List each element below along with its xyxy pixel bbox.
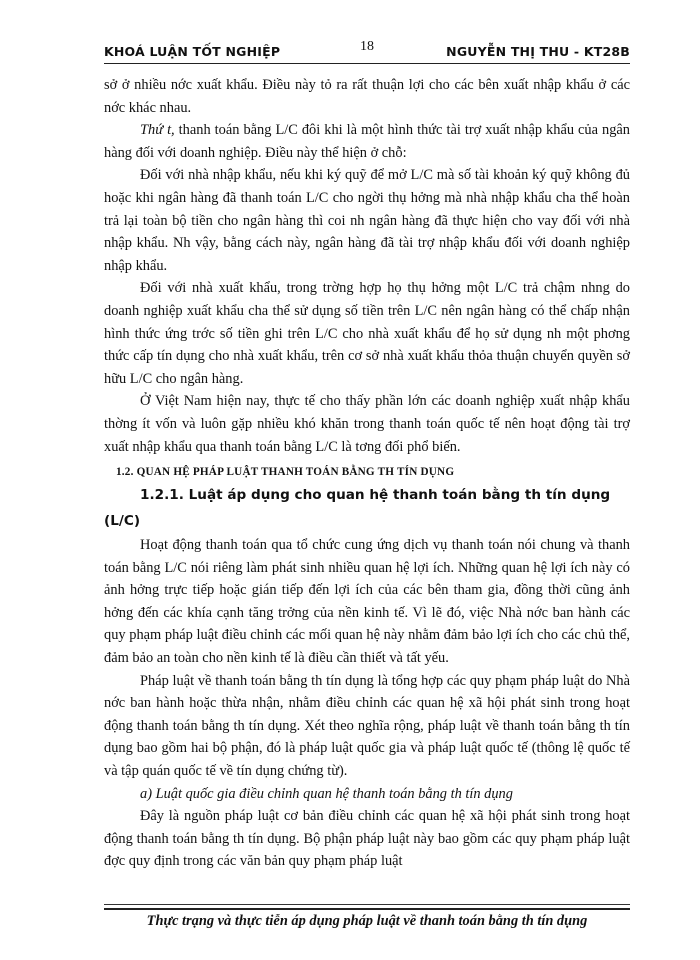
paragraph-5: Ở Việt Nam hiện nay, thực tế cho thấy phần lớn các doanh nghiệp xuất nhập khẩu thờng ít vốn và luôn gặp nhiều khó khăn trong thanh toán quốc tế nên hoạt động tài trợ xuất nhập khẩu qua thanh toán bằng L/C là tơng đối phổ biến. xyxy=(104,393,630,455)
page-number: 18 xyxy=(360,39,374,54)
paragraph-7: Pháp luật về thanh toán bằng th tín dụng là tổng hợp các quy phạm pháp luật do Nhà nớc ban hành hoặc thừa nhận, nhằm điều chỉnh các quan hệ xã hội phát sinh trong hoạt động thanh toán bằng th tín dụng. Xét theo nghĩa rộng, pháp luật về thanh toán bằng th tín dụng bao gồm hai bộ phận, đó là pháp luật quốc gia và pháp luật quốc tế (thông lệ quốc tế và tập quán quốc tế về tín dụng chứng từ). xyxy=(104,672,630,780)
paragraph-1: sở ở nhiều nớc xuất khẩu. Điều này tỏ ra rất thuận lợi cho các bên xuất nhập khẩu ở các nớc khác nhau. xyxy=(104,77,630,116)
section-heading-1-2: 1.2. QUAN HỆ PHÁP LUẬT THANH TOÁN BẰNG TH TÍN DỤNG xyxy=(116,466,455,479)
page-body xyxy=(104,74,630,873)
footer-rule-thin xyxy=(104,904,630,905)
paragraph-2-text: thanh toán bằng L/C đôi khi là một hình thức tài trợ xuất nhập khẩu của ngân hàng đối với doanh nghiệp. Điều này thể hiện ở chỗ: xyxy=(104,122,631,161)
subheading-a: a) Luật quốc gia điều chỉnh quan hệ thanh toán bằng th tín dụng xyxy=(140,785,513,802)
paragraph-3: Đối với nhà nhập khẩu, nếu khi ký quỹ để mở L/C mà số tài khoản ký quỹ không đủ hoặc khi ngân hàng đã thanh toán L/C cho ngời thụ hởng mà nhà nhập khẩu cha thể hoàn trả lại toàn bộ tiền cho ngân hàng thì coi nh ngân hàng đã thực hiện cho vay đối với nhà nhập khẩu. Nh vậy, bằng cách này, ngân hàng đã tài trợ nhập khẩu đối với doanh nghiệp nhập khẩu. xyxy=(104,167,630,274)
header-rule xyxy=(104,63,630,64)
page-header xyxy=(104,38,630,62)
header-author: NGUYỄN THỊ THU - KT28B xyxy=(446,44,630,59)
footer-rule-thick xyxy=(104,908,630,910)
paragraph-2 xyxy=(104,119,630,164)
paragraph-4: Đối với nhà xuất khẩu, trong trờng hợp họ thụ hởng một L/C trả chậm nhng do doanh nghiệp xuất khẩu cha thể sử dụng số tiền trên L/C nên ngân hàng có thể chấp nhận hình thức ứng trớc số tiền ghi trên L/C cho nhà xuất khẩu để họ sử dụng nh một phơng thức cấp tín dụng cho nhà xuất khẩu, trên cơ sở nhà xuất khẩu thỏa thuận chuyển quyền sở hữu L/C cho ngân hàng. xyxy=(104,280,630,387)
paragraph-8: Đây là nguồn pháp luật cơ bản điều chỉnh các quan hệ xã hội phát sinh trong hoạt động thanh toán bằng th tín dụng. Bộ phận pháp luật này bao gồm các quy phạm pháp luật đợc quy định trong các văn bản quy phạm pháp luật xyxy=(104,808,630,870)
page-footer: Thực trạng và thực tiễn áp dụng pháp luật về thanh toán bằng th tín dụng xyxy=(146,913,588,929)
header-thesis-title: KHOÁ LUẬN TỐT NGHIỆP xyxy=(104,44,281,59)
paragraph-6: Hoạt động thanh toán qua tổ chức cung ứng dịch vụ thanh toán nói chung và thanh toán bằng L/C nói riêng làm phát sinh nhiều quan hệ lợi ích. Những quan hệ lợi ích này có ảnh hởng trực tiếp hoặc gián tiếp đến lợi ích của các bên tham gia, đồng thời cũng ảnh hởng đến các khía cạnh tăng trởng của nền kinh tế. Vì lẽ đó, việc Nhà nớc ban hành các quy phạm pháp luật điều chỉnh các mối quan hệ này nhằm đảm bảo lợi ích cho các chủ thể, đảm bảo an toàn cho nền kinh tế là điều cần thiết và tất yếu. xyxy=(104,537,630,667)
paragraph-2-lead: Thứ t, xyxy=(140,122,175,139)
subsection-heading-1-2-1: 1.2.1. Luật áp dụng cho quan hệ thanh toán bằng th tín dụng (L/C) xyxy=(104,487,611,530)
